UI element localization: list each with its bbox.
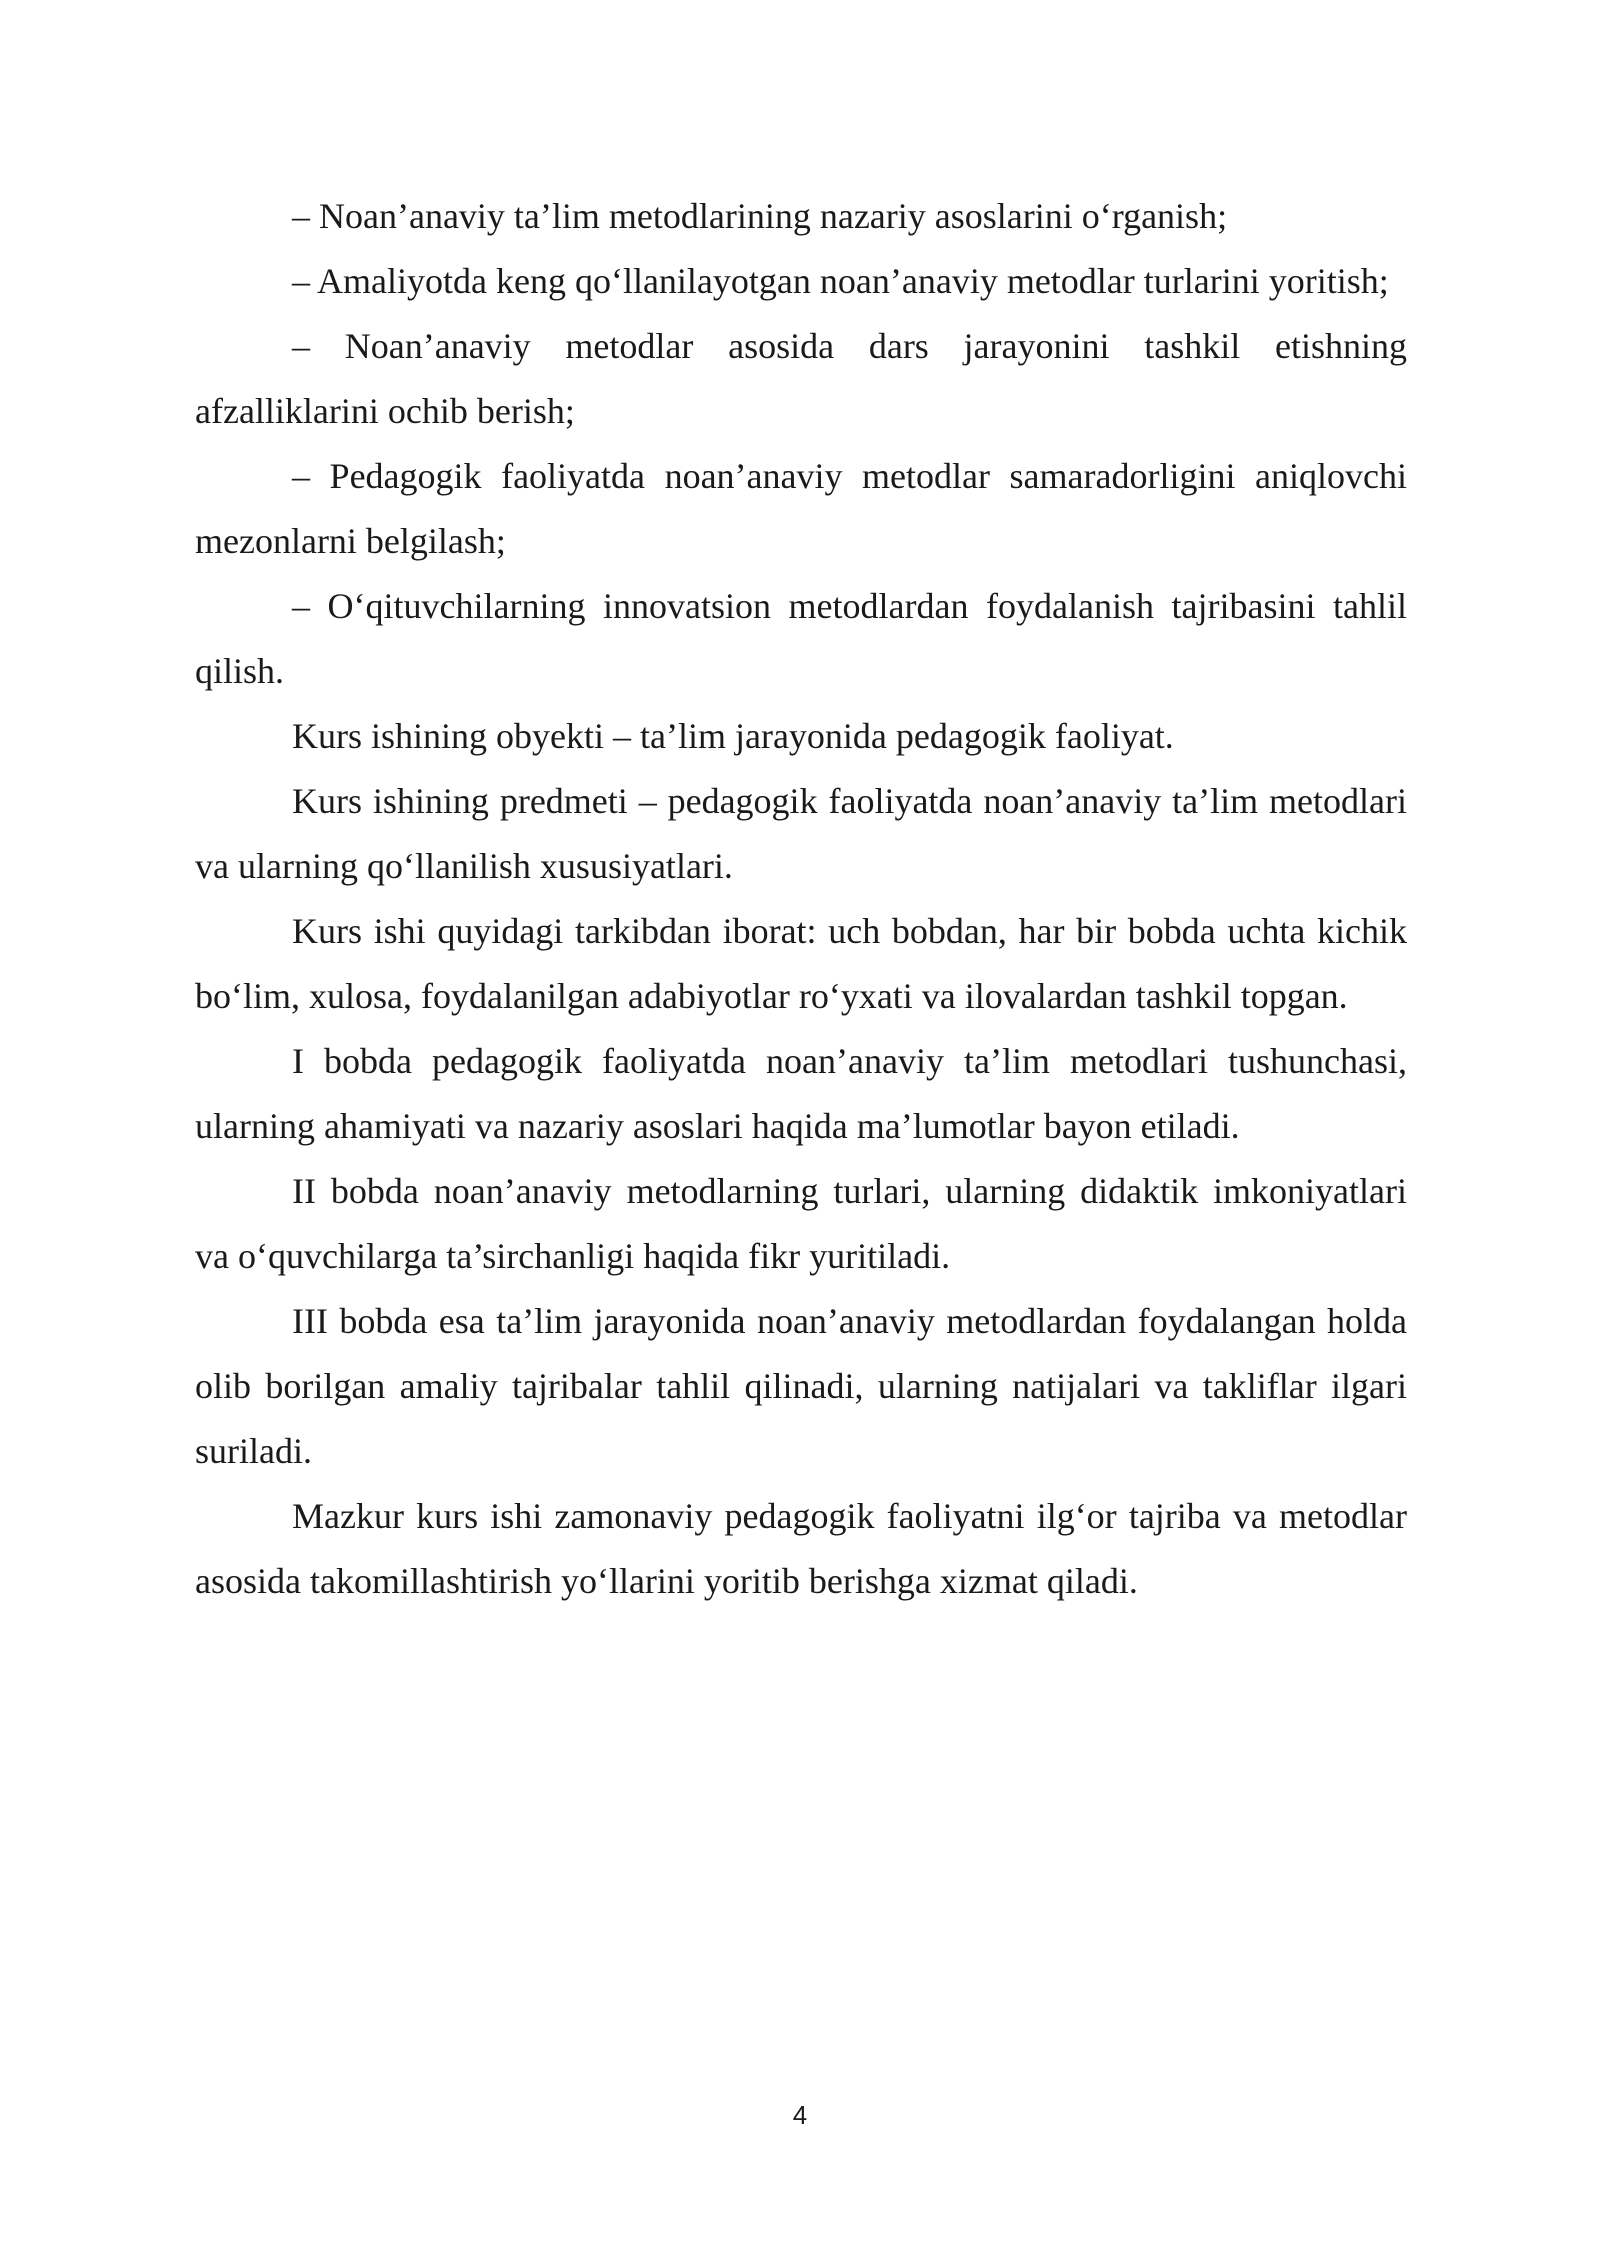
- chapter-3-paragraph: III bobda esa ta’lim jarayonida noan’anaviy metodlardan foydalangan holda olib borilgan amaliy tajribalar tahlil qilinadi, ularning natijalari va takliflar ilgari suriladi.: [195, 1301, 1407, 1471]
- document-body: [195, 184, 1407, 1614]
- page-number: 4: [792, 2100, 808, 2130]
- task-item-2: – Amaliyotda keng qo‘llanilayotgan noan’anaviy metodlar turlarini yoritish;: [292, 261, 1389, 301]
- chapter-1-paragraph: I bobda pedagogik faoliyatda noan’anaviy ta’lim metodlari tushunchasi, ularning ahamiyati va nazariy asoslari haqida ma’lumotlar bayon etiladi.: [195, 1041, 1407, 1146]
- task-item-4: – Pedagogik faoliyatda noan’anaviy metodlar samaradorligini aniqlovchi mezonlarni belgilash;: [195, 456, 1407, 561]
- task-item-3: – Noan’anaviy metodlar asosida dars jarayonini tashkil etishning afzalliklarini ochib berish;: [195, 326, 1407, 431]
- task-item-1: – Noan’anaviy ta’lim metodlarining nazariy asoslarini o‘rganish;: [292, 196, 1228, 236]
- chapter-2-paragraph: II bobda noan’anaviy metodlarning turlari, ularning didaktik imkoniyatlari va o‘quvchilarga ta’sirchanligi haqida fikr yuritiladi.: [195, 1171, 1407, 1276]
- task-item-5: – O‘qituvchilarning innovatsion metodlardan foydalanish tajribasini tahlil qilish.: [195, 586, 1407, 691]
- subject-paragraph: Kurs ishining predmeti – pedagogik faoliyatda noan’anaviy ta’lim metodlari va ularning qo‘llanilish xususiyatlari.: [195, 781, 1407, 886]
- conclusion-paragraph: Mazkur kurs ishi zamonaviy pedagogik faoliyatni ilg‘or tajriba va metodlar asosida takomillashtirish yo‘llarini yoritib berishga xizmat qiladi.: [195, 1496, 1407, 1601]
- structure-paragraph: Kurs ishi quyidagi tarkibdan iborat: uch bobdan, har bir bobda uchta kichik bo‘lim, xulosa, foydalanilgan adabiyotlar ro‘yxati va ilovalardan tashkil topgan.: [195, 911, 1407, 1016]
- object-paragraph: Kurs ishining obyekti – ta’lim jarayonida pedagogik faoliyat.: [292, 716, 1174, 756]
